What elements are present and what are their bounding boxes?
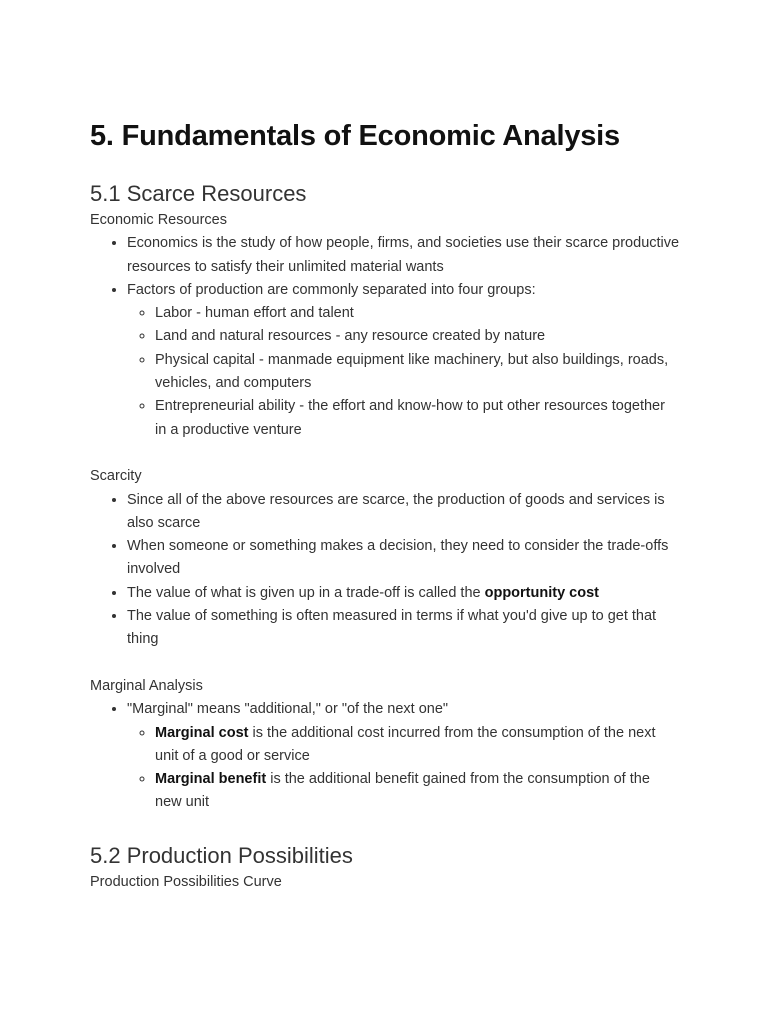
term-opportunity-cost: opportunity cost xyxy=(484,584,599,601)
factors-of-production-list xyxy=(127,302,680,442)
spacer xyxy=(90,652,680,675)
spacer xyxy=(90,442,680,465)
page-title: 5. Fundamentals of Economic Analysis xyxy=(90,120,620,152)
list-item: ◦ Land and natural resources - any resource created by nature xyxy=(155,325,680,348)
list-item xyxy=(155,768,680,815)
list-item: • When someone or something makes a decision, they need to consider the trade-offs involved xyxy=(127,535,680,582)
list-item xyxy=(127,582,680,605)
marginal-terms-list xyxy=(127,722,680,815)
list-item xyxy=(127,279,680,442)
term-marginal-benefit: Marginal benefit xyxy=(155,771,267,788)
list-item-text: is the additional cost incurred from the consumption of the next unit of a good or service xyxy=(155,724,656,764)
marginal-analysis-list xyxy=(90,698,680,814)
list-item-text: is the additional benefit gained from the consumption of the new unit xyxy=(155,771,650,811)
list-item: ◦ Entrepreneurial ability - the effort and know-how to put other resources together in a productive venture xyxy=(155,395,680,442)
document-page xyxy=(90,116,680,894)
section-heading-production-possibilities: 5.2 Production Possibilities xyxy=(90,842,353,868)
list-item: • Economics is the study of how people, firms, and societies use their scarce productive resources to satisfy their unlimited material wants xyxy=(127,232,680,279)
list-item xyxy=(155,722,680,769)
list-item-text: The value of what is given up in a trade-off is called the xyxy=(127,584,485,601)
list-item: ◦ Physical capital - manmade equipment like machinery, but also buildings, roads, vehicles, and computers xyxy=(155,349,680,396)
subheading-production-possibilities-curve: Production Possibilities Curve xyxy=(90,873,282,890)
list-item: • The value of something is often measured in terms if what you'd give up to get that thing xyxy=(127,605,680,652)
list-item xyxy=(127,698,680,814)
scarcity-list xyxy=(90,489,680,652)
subheading-scarcity: Scarcity xyxy=(90,468,142,485)
subheading-marginal-analysis: Marginal Analysis xyxy=(90,677,203,694)
section-heading-scarce-resources: 5.1 Scarce Resources xyxy=(90,181,307,206)
term-marginal-cost: Marginal cost xyxy=(155,724,249,741)
list-item: • Since all of the above resources are scarce, the production of goods and services is also scarce xyxy=(127,489,680,536)
list-item: ◦ Labor - human effort and talent xyxy=(155,302,680,325)
subheading-economic-resources: Economic Resources xyxy=(90,212,227,228)
list-item-text: Factors of production are commonly separated into four groups: xyxy=(127,281,536,298)
list-item-text: "Marginal" means "additional," or "of the next one" xyxy=(127,701,449,718)
economic-resources-list xyxy=(90,232,680,442)
